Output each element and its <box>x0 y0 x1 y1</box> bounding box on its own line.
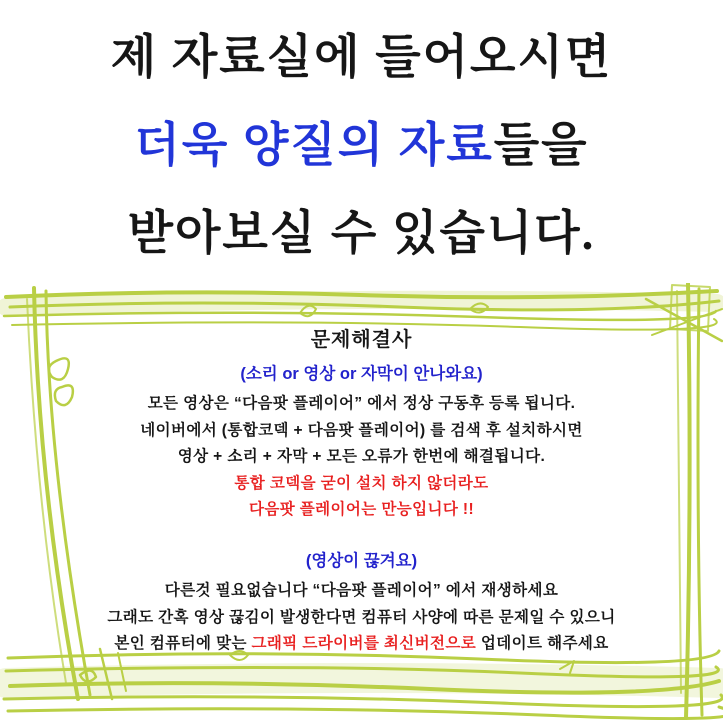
headline-line1: 제 자료실에 들어오시면 <box>110 32 613 84</box>
section2-mixed-prefix: 본인 컴퓨터에 맞는 <box>114 635 252 653</box>
section2-line: 그래도 간혹 영상 끊김이 발생한다면 컴퓨터 사양에 따른 문제일 수 있으니 <box>107 608 616 626</box>
section2-mixed-red: 그래픽 드라이버를 최신버전으로 <box>251 635 477 653</box>
headline-line2 <box>0 102 723 190</box>
notice-content <box>0 327 723 658</box>
notice-box <box>0 283 723 720</box>
section1-heading: (소리 or 영상 or 자막이 안나와요) <box>240 365 483 383</box>
section2-line: 다른것 필요없습니다 “다음팟 플레이어” 에서 재생하세요 <box>164 581 559 599</box>
section1-line: 모든 영상은 “다음팟 플레이어” 에서 정상 구동후 등록 됩니다. <box>147 395 576 412</box>
section2-mixed-line <box>0 631 723 658</box>
notice-title: 문제해결사 <box>310 329 413 351</box>
headline <box>0 14 723 278</box>
section2-mixed-suffix: 업데이트 해주세요 <box>476 635 609 653</box>
section2-heading: (영상이 끊겨요) <box>305 551 418 570</box>
section1-line: 영상 + 소리 + 자막 + 모든 오류가 한번에 해결됩니다. <box>177 448 546 466</box>
section1-alert-line: 다음팟 플레이어는 만능입니다 !! <box>248 501 475 519</box>
headline-line2-rest: 들을 <box>493 120 589 172</box>
headline-line2-highlight: 더욱 양질의 자료 <box>134 120 494 172</box>
headline-line3: 받아보실 수 있습니다. <box>127 208 596 260</box>
section1-alert-line: 통합 코덱을 굳이 설치 하지 않더라도 <box>234 474 489 492</box>
section1-line: 네이버에서 (통합코덱 + 다음팟 플레이어) 를 검색 후 설치하시면 <box>140 421 583 439</box>
